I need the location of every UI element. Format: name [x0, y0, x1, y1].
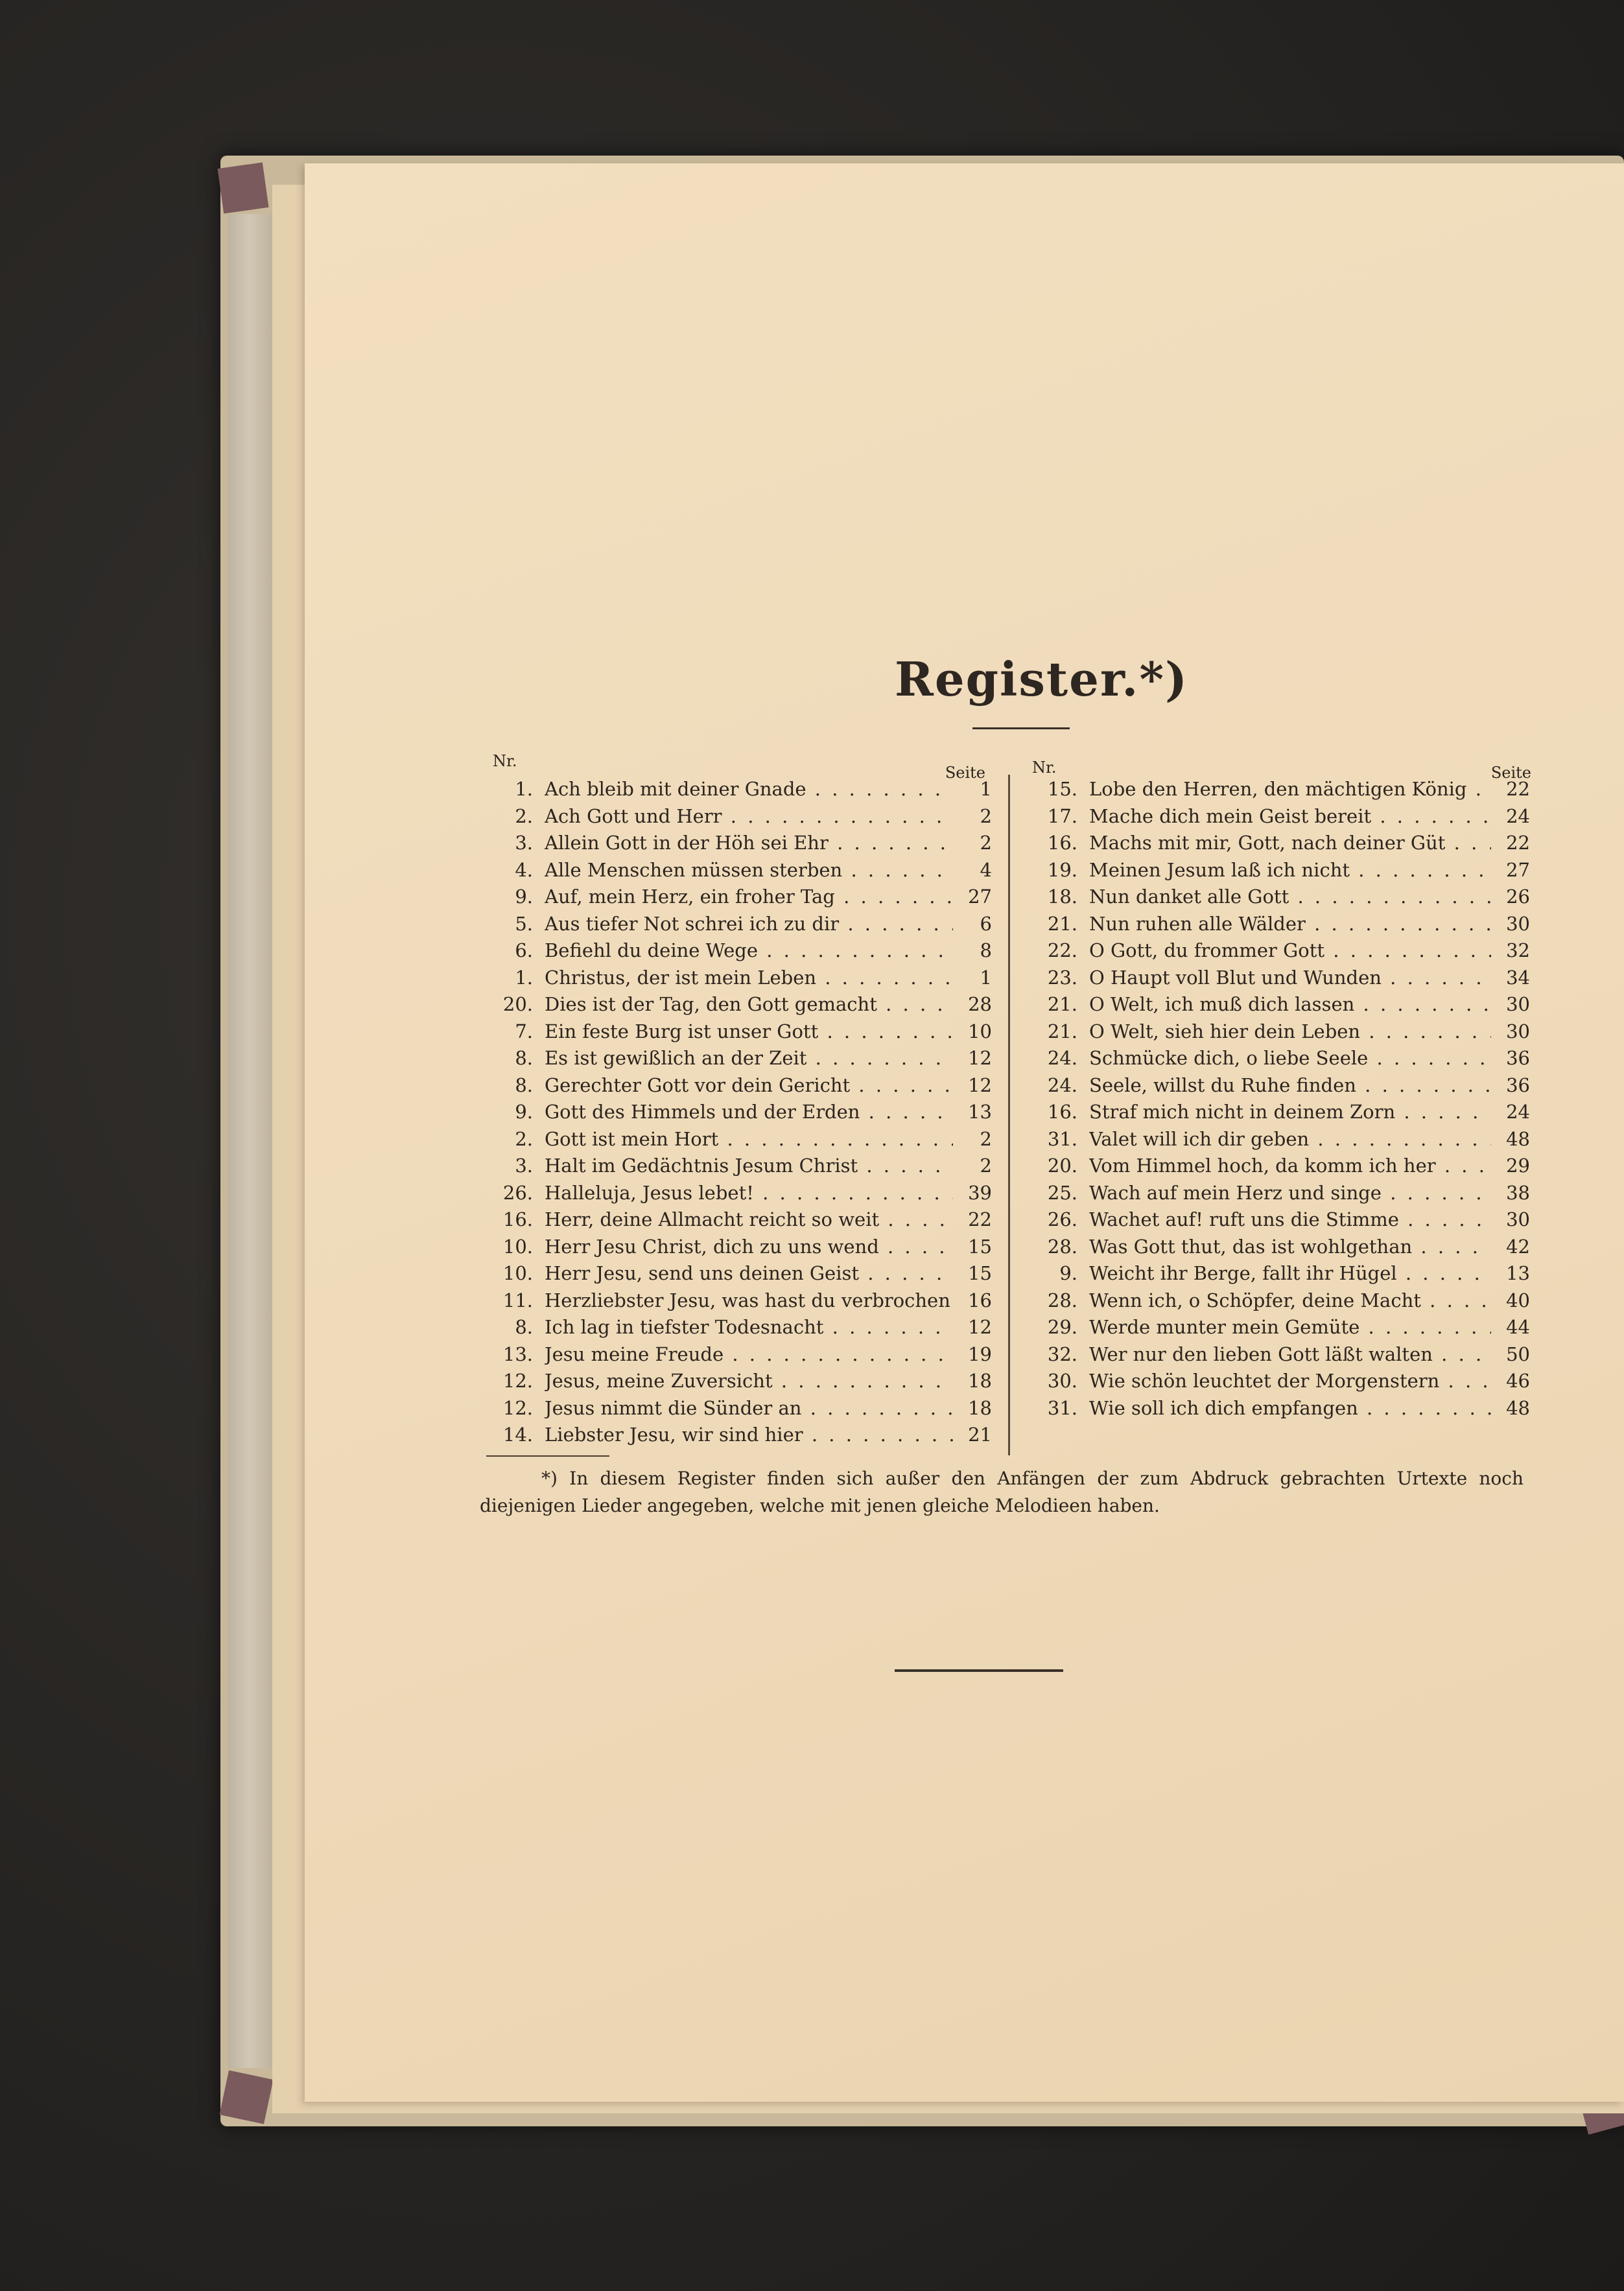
- entry-number: 3.: [515, 1155, 533, 1177]
- entry-title: Jesus, meine Zuversicht . . .: [545, 1370, 953, 1392]
- register-entry: [1024, 778, 1530, 805]
- entry-number: 16.: [502, 1208, 533, 1230]
- entry-number: 8.: [515, 1074, 533, 1096]
- entry-number: 26.: [502, 1181, 533, 1204]
- entry-page: 27: [1506, 858, 1530, 881]
- entry-title: Dies ist der Tag, den Gott gemacht . . .: [545, 993, 953, 1015]
- entry-number: 20.: [502, 993, 533, 1015]
- entry-number: 25.: [1047, 1181, 1077, 1204]
- register-entry: [1024, 1047, 1530, 1074]
- entry-number: 28.: [1047, 1235, 1077, 1258]
- entry-title: Herzliebster Jesu, was hast du verbrochen . . .: [545, 1289, 953, 1311]
- entry-number: 23.: [1047, 966, 1077, 989]
- register-entry: [1024, 1101, 1530, 1128]
- entry-page: 10: [968, 1020, 992, 1042]
- entry-page: 36: [1506, 1074, 1530, 1096]
- entry-title: Halt im Gedächtnis Jesum Christ . . .: [545, 1155, 953, 1177]
- register-entry: [1024, 1370, 1530, 1397]
- entry-page: 38: [1506, 1181, 1530, 1204]
- cloth-corner-top-left: [217, 162, 268, 213]
- entry-page: 1: [980, 966, 992, 989]
- entry-page: 18: [968, 1370, 992, 1392]
- register-entry: [480, 778, 992, 805]
- entry-number: 7.: [515, 1020, 533, 1042]
- entry-page: 21: [968, 1424, 992, 1446]
- entry-page: 44: [1506, 1316, 1530, 1338]
- entry-title: Herr, deine Allmacht reicht so weit . . .: [545, 1208, 953, 1230]
- entry-title: Ach Gott und Herr . . .: [545, 805, 953, 827]
- entry-title: O Welt, sieh hier dein Leben . . .: [1089, 1020, 1491, 1042]
- entry-title: Befiehl du deine Wege . . .: [545, 939, 953, 961]
- entry-page: 26: [1506, 886, 1530, 908]
- register-entry: [480, 805, 992, 832]
- entry-title: Weicht ihr Berge, fallt ihr Hügel . . .: [1089, 1262, 1491, 1284]
- entry-title: Herr Jesu Christ, dich zu uns wend . . .: [545, 1236, 953, 1258]
- entry-title: Christus, der ist mein Leben . . .: [545, 967, 953, 989]
- register-entry: [1024, 1397, 1530, 1424]
- entry-page: 1: [980, 778, 992, 800]
- entry-title: Machs mit mir, Gott, nach deiner Güt . . .: [1089, 832, 1491, 854]
- entry-page: 34: [1506, 966, 1530, 989]
- entry-title: Liebster Jesu, wir sind hier . . .: [545, 1424, 953, 1446]
- entry-number: 17.: [1047, 805, 1077, 827]
- entry-number: 24.: [1047, 1047, 1077, 1069]
- register-entry: [1024, 913, 1530, 940]
- entry-page: 12: [968, 1316, 992, 1338]
- entry-page: 28: [968, 993, 992, 1015]
- register-entry: [480, 993, 992, 1020]
- entry-number: 8.: [515, 1047, 533, 1069]
- cloth-corner-bottom-left: [219, 2070, 273, 2124]
- page-title: Register.*): [895, 652, 1189, 707]
- register-entry: [1024, 1182, 1530, 1209]
- register-entry: [480, 967, 992, 994]
- register-entry: [1024, 1208, 1530, 1236]
- entry-page: 39: [968, 1181, 992, 1204]
- entry-title: Ach bleib mit deiner Gnade . . .: [545, 778, 953, 800]
- entry-page: 19: [968, 1343, 992, 1365]
- entry-page: 50: [1506, 1343, 1530, 1365]
- register-entry: [480, 1074, 992, 1101]
- entry-title: Gott ist mein Hort . . .: [545, 1128, 953, 1150]
- entry-page: 30: [1506, 1208, 1530, 1230]
- entry-page: 6: [980, 912, 992, 935]
- entry-number: 19.: [1047, 858, 1077, 881]
- entry-page: 46: [1506, 1370, 1530, 1392]
- column-header: [480, 752, 992, 782]
- entry-page: 15: [968, 1262, 992, 1284]
- entry-title: Allein Gott in der Höh sei Ehr . . .: [545, 832, 953, 854]
- entry-number: 21.: [1047, 912, 1077, 935]
- entry-title: Auf, mein Herz, ein froher Tag . . .: [545, 886, 953, 908]
- register-entry: [480, 1262, 992, 1289]
- entry-title: Straf mich nicht in deinem Zorn . . .: [1089, 1101, 1491, 1123]
- entry-number: 14.: [502, 1424, 533, 1446]
- entry-title: Was Gott thut, das ist wohlgethan . . .: [1089, 1236, 1491, 1258]
- entry-title: Alle Menschen müssen sterben . . .: [545, 859, 953, 881]
- register-entry: [1024, 832, 1530, 859]
- footnote: *) In diesem Register finden sich außer den Anfängen der zum Abdruck gebrachten Urtexte noch diejenigen Lieder angegeben, welche mit jenen gleiche Melodieen haben.: [480, 1468, 1524, 1516]
- entry-page: 42: [1506, 1235, 1530, 1258]
- entry-title: Gott des Himmels und der Erden . . .: [545, 1101, 953, 1123]
- register-entry: [480, 913, 992, 940]
- entry-number: 18.: [1047, 886, 1077, 908]
- closing-rule: [895, 1669, 1063, 1672]
- column-header-page: Seite: [945, 764, 985, 782]
- entry-page: 12: [968, 1074, 992, 1096]
- entry-page: 22: [1506, 832, 1530, 854]
- entry-list: [480, 778, 992, 1451]
- entry-title: Herr Jesu, send uns deinen Geist . . .: [545, 1262, 953, 1284]
- register-entry: [480, 1047, 992, 1074]
- register-entry: [480, 1289, 992, 1317]
- entry-title: Lobe den Herren, den mächtigen König . . .: [1089, 778, 1491, 800]
- entry-page: 27: [968, 886, 992, 908]
- entry-number: 3.: [515, 832, 533, 854]
- entry-page: 22: [968, 1208, 992, 1230]
- entry-number: 13.: [502, 1343, 533, 1365]
- entry-number: 31.: [1047, 1127, 1077, 1150]
- entry-title: Wie soll ich dich empfangen . . .: [1089, 1397, 1491, 1419]
- register-entry: [480, 1370, 992, 1397]
- entry-title: Wachet auf! ruft uns die Stimme . . .: [1089, 1208, 1491, 1230]
- entry-number: 22.: [1047, 939, 1077, 961]
- entry-number: 26.: [1047, 1208, 1077, 1230]
- register-entry: [1024, 939, 1530, 967]
- entry-page: 30: [1506, 912, 1530, 935]
- entry-title: O Gott, du frommer Gott . . .: [1089, 939, 1491, 961]
- register-entry: [480, 1155, 992, 1182]
- entry-title: O Welt, ich muß dich lassen . . .: [1089, 993, 1491, 1015]
- entry-page: 29: [1506, 1155, 1530, 1177]
- entry-number: 28.: [1047, 1289, 1077, 1311]
- register-entry: [480, 1424, 992, 1451]
- entry-page: 13: [968, 1101, 992, 1123]
- entry-title: Werde munter mein Gemüte . . .: [1089, 1316, 1491, 1338]
- entry-title: Mache dich mein Geist bereit . . .: [1089, 805, 1491, 827]
- register-entry: [480, 1182, 992, 1209]
- entry-number: 15.: [1047, 778, 1077, 800]
- footnote-rule: [486, 1455, 609, 1457]
- entry-number: 1.: [515, 778, 533, 800]
- entry-number: 10.: [502, 1235, 533, 1258]
- entry-number: 12.: [502, 1370, 533, 1392]
- register-entry: [1024, 1155, 1530, 1182]
- entry-number: 16.: [1047, 832, 1077, 854]
- register-entry: [480, 886, 992, 913]
- register-entry: [480, 859, 992, 886]
- register-entry: [1024, 1343, 1530, 1370]
- entry-page: 30: [1506, 1020, 1530, 1042]
- entry-number: 2.: [515, 1127, 533, 1150]
- register-entry: [480, 1101, 992, 1128]
- entry-page: 2: [980, 1127, 992, 1150]
- entry-page: 4: [980, 858, 992, 881]
- entry-title: Seele, willst du Ruhe finden . . .: [1089, 1074, 1491, 1096]
- entry-page: 32: [1506, 939, 1530, 961]
- entry-number: 1.: [515, 966, 533, 989]
- title-rule: [972, 727, 1070, 729]
- entry-number: 9.: [515, 886, 533, 908]
- entry-title: Wie schön leuchtet der Morgenstern . . .: [1089, 1370, 1491, 1392]
- entry-title: Meinen Jesum laß ich nicht . . .: [1089, 859, 1491, 881]
- entry-page: 13: [1506, 1262, 1530, 1284]
- entry-title: Aus tiefer Not schrei ich zu dir . . .: [545, 913, 953, 935]
- entry-number: 10.: [502, 1262, 533, 1284]
- register-entry: [480, 1343, 992, 1370]
- entry-title: Jesu meine Freude . . .: [545, 1343, 953, 1365]
- entry-title: Wenn ich, o Schöpfer, deine Macht . . .: [1089, 1289, 1491, 1311]
- entry-number: 9.: [1059, 1262, 1077, 1284]
- entry-number: 12.: [502, 1396, 533, 1419]
- entry-number: 29.: [1047, 1316, 1077, 1338]
- entry-title: Jesus nimmt die Sünder an . . .: [545, 1397, 953, 1419]
- register-entry: [480, 1397, 992, 1424]
- entry-title: Schmücke dich, o liebe Seele . . .: [1089, 1047, 1491, 1069]
- entry-number: 20.: [1047, 1155, 1077, 1177]
- register-column-right: [1024, 752, 1530, 1424]
- column-header-nr: Nr.: [1032, 758, 1057, 777]
- entry-number: 32.: [1047, 1343, 1077, 1365]
- register-entry: [1024, 1316, 1530, 1343]
- entry-number: 4.: [515, 858, 533, 881]
- entry-number: 21.: [1047, 1020, 1077, 1042]
- entry-number: 11.: [502, 1289, 533, 1311]
- register-column-left: [480, 752, 992, 1451]
- entry-title: Wach auf mein Herz und singe . . .: [1089, 1182, 1491, 1204]
- register-entry: [480, 1208, 992, 1236]
- entry-title: Halleluja, Jesus lebet! . . .: [545, 1182, 953, 1204]
- entry-number: 9.: [515, 1101, 533, 1123]
- entry-title: Nun danket alle Gott . . .: [1089, 886, 1491, 908]
- register-entry: [480, 939, 992, 967]
- entry-page: 8: [980, 939, 992, 961]
- entry-page: 22: [1506, 778, 1530, 800]
- entry-title: Valet will ich dir geben . . .: [1089, 1128, 1491, 1150]
- entry-page: 24: [1506, 805, 1530, 827]
- entry-number: 24.: [1047, 1074, 1077, 1096]
- register-entry: [1024, 993, 1530, 1020]
- entry-title: Gerechter Gott vor dein Gericht . . .: [545, 1074, 953, 1096]
- entry-page: 24: [1506, 1101, 1530, 1123]
- register-entry: [1024, 1074, 1530, 1101]
- entry-title: Vom Himmel hoch, da komm ich her . . .: [1089, 1155, 1491, 1177]
- entry-page: 2: [980, 805, 992, 827]
- entry-page: 36: [1506, 1047, 1530, 1069]
- entry-title: Nun ruhen alle Wälder . . .: [1089, 913, 1491, 935]
- entry-number: 2.: [515, 805, 533, 827]
- column-header-page: Seite: [1490, 764, 1531, 782]
- entry-page: 12: [968, 1047, 992, 1069]
- entry-number: 31.: [1047, 1396, 1077, 1419]
- column-header: [1024, 752, 1531, 782]
- entry-number: 6.: [515, 939, 533, 961]
- column-divider: [1008, 775, 1010, 1455]
- entry-page: 18: [968, 1396, 992, 1419]
- entry-number: 16.: [1047, 1101, 1077, 1123]
- register-entry: [1024, 886, 1530, 913]
- entry-page: 30: [1506, 993, 1530, 1015]
- register-entry: [1024, 805, 1530, 832]
- entry-page: 16: [968, 1289, 992, 1311]
- entry-title: O Haupt voll Blut und Wunden . . .: [1089, 967, 1491, 989]
- register-entry: [480, 1020, 992, 1048]
- entry-number: 8.: [515, 1316, 533, 1338]
- entry-page: 2: [980, 832, 992, 854]
- entry-page: 2: [980, 1155, 992, 1177]
- entry-title: Es ist gewißlich an der Zeit . . .: [545, 1047, 953, 1069]
- entry-number: 30.: [1047, 1370, 1077, 1392]
- register-entry: [1024, 1262, 1530, 1289]
- entry-number: 5.: [515, 912, 533, 935]
- register-entry: [1024, 1236, 1530, 1263]
- entry-page: 48: [1506, 1127, 1530, 1150]
- entry-list: [1024, 778, 1530, 1424]
- register-entry: [480, 832, 992, 859]
- column-header-nr: Nr.: [493, 752, 517, 770]
- entry-page: 15: [968, 1235, 992, 1258]
- entry-title: Ich lag in tiefster Todesnacht . . .: [545, 1316, 953, 1338]
- register-entry: [1024, 1289, 1530, 1317]
- register-entry: [1024, 967, 1530, 994]
- register-entry: [480, 1316, 992, 1343]
- entry-page: 48: [1506, 1396, 1530, 1419]
- entry-title: Ein feste Burg ist unser Gott . . .: [545, 1020, 953, 1042]
- register-entry: [1024, 1020, 1530, 1048]
- entry-title: Wer nur den lieben Gott läßt walten . . .: [1089, 1343, 1491, 1365]
- register-entry: [480, 1128, 992, 1155]
- entry-page: 40: [1506, 1289, 1530, 1311]
- register-entry: [480, 1236, 992, 1263]
- register-entry: [1024, 859, 1530, 886]
- register-entry: [1024, 1128, 1530, 1155]
- entry-number: 21.: [1047, 993, 1077, 1015]
